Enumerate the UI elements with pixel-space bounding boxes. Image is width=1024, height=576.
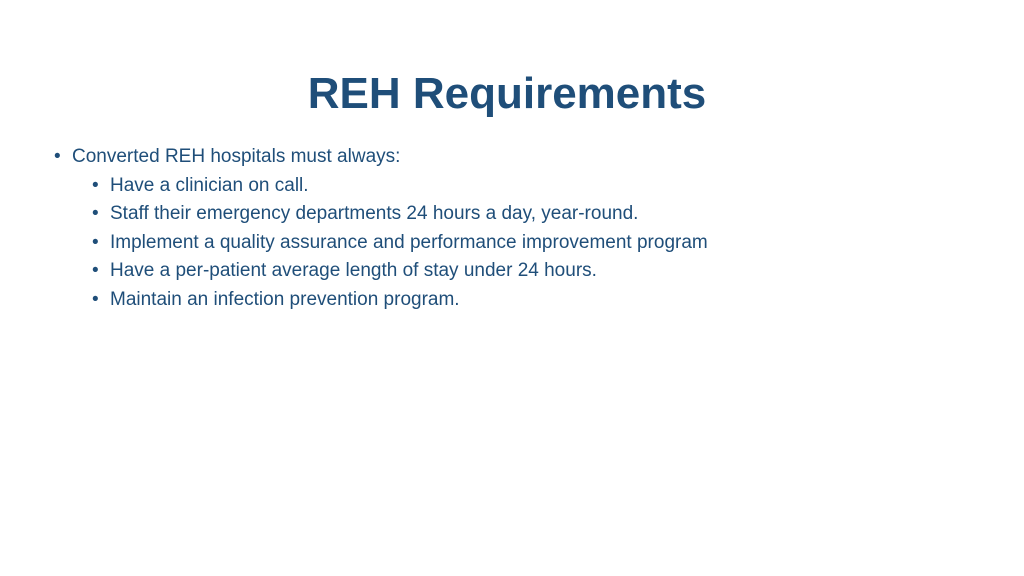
bullet-list — [54, 143, 994, 314]
sub-bullet — [92, 172, 994, 201]
sub-bullet-text: Have a clinician on call. — [110, 174, 309, 196]
sub-bullet-text: Have a per-patient average length of stay under 24 hours. — [110, 260, 597, 281]
bullet-icon: • — [54, 146, 61, 167]
bullet-icon: • — [92, 260, 99, 281]
bullet-main — [54, 143, 994, 172]
sub-bullet-text: Staff their emergency departments 24 hours a day, year-round. — [110, 203, 639, 224]
bullet-icon: • — [92, 231, 99, 253]
sub-bullet — [92, 200, 994, 229]
bullet-icon: • — [92, 203, 99, 224]
bullet-icon: • — [92, 288, 99, 310]
bullet-icon: • — [92, 174, 99, 196]
bullet-text: Converted REH hospitals must always: — [72, 146, 401, 167]
sub-bullet-text: Implement a quality assurance and performance improvement program — [110, 231, 708, 253]
sub-bullet-text: Maintain an infection prevention program. — [110, 288, 460, 310]
slide-title: REH Requirements — [307, 69, 707, 118]
sub-bullet — [92, 257, 994, 286]
sub-bullet — [92, 229, 994, 258]
sub-bullet — [92, 286, 994, 315]
